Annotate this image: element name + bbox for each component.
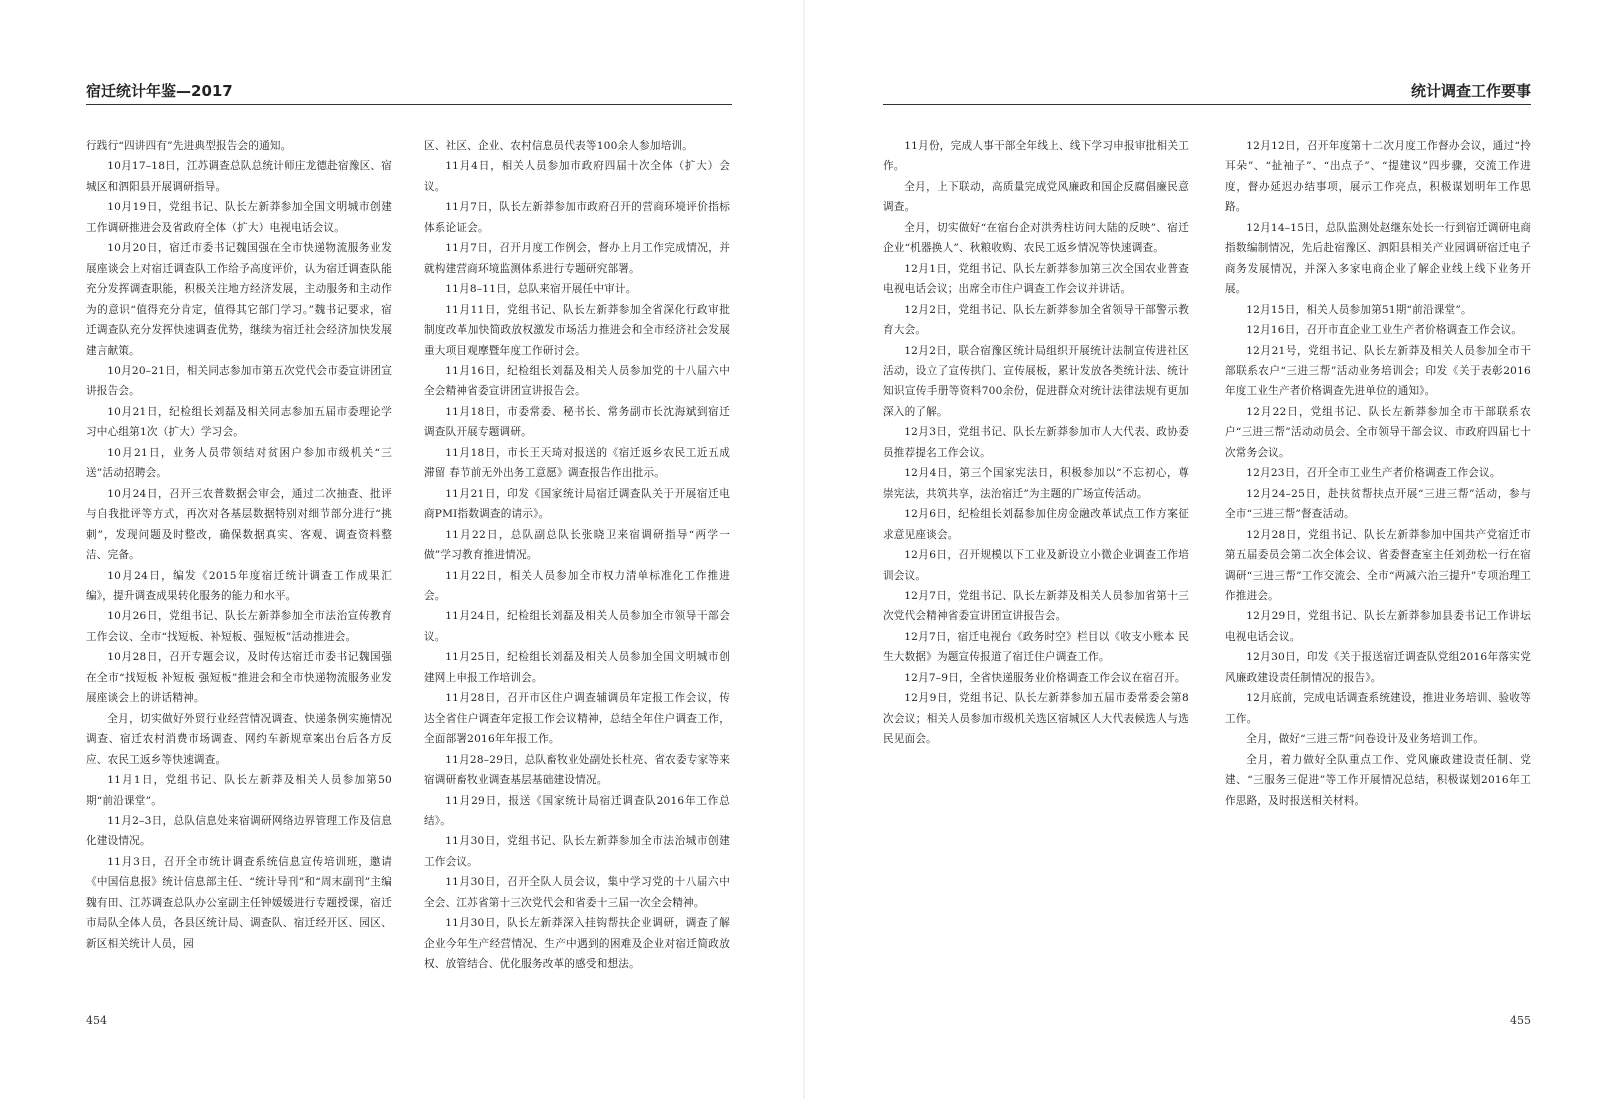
entry-paragraph: 全月，上下联动，高质量完成党风廉政和国企反腐倡廉民意调查。 <box>883 180 1189 214</box>
entry-paragraph: 11月3日，召开全市统计调查系统信息宣传培训班，邀请《中国信息报》统计信息部主任、“统计导刊”和“周末副刊”主编魏有田、江苏调查总队办公室副主任钟媛媛进行专题授课，宿迁市局队全体人员，各县区统计局、调查队、宿迁经开区、园区、新区相关统计人员，园 <box>86 855 392 950</box>
entry-paragraph: 10月24日，编发《2015年度宿迁统计调查工作成果汇编》，提升调查成果转化服务的能力和水平。 <box>86 569 392 602</box>
entry-paragraph: 11月4日，相关人员参加市政府四届十次全体（扩大）会议。 <box>424 160 730 193</box>
entry-paragraph: 12月2日，党组书记、队长左新莽参加全省领导干部警示教育大会。 <box>883 303 1189 337</box>
entry-paragraph: 10月19日，党组书记、队长左新莽参加全国文明城市创建工作调研推进会及省政府全体（扩大）电视电话会议。 <box>86 201 392 234</box>
left-page <box>0 0 804 1099</box>
entry-paragraph: 12月23日，召开全市工业生产者价格调查工作会议。 <box>1246 467 1501 480</box>
entry-paragraph: 11月22日，相关人员参加全市权力清单标准化工作推进会。 <box>424 569 730 602</box>
entry-paragraph: 11月11日，党组书记、队长左新莽参加全省深化行政审批制度改革加快简政放权激发市场活力推进会和全市经济社会发展重大项目观摩暨年度工作研讨会。 <box>424 303 730 357</box>
entry-paragraph: 12月4日，第三个国家宪法日，积极参加以“不忘初心，尊崇宪法，共筑共享，法治宿迁”为主题的广场宣传活动。 <box>883 467 1189 500</box>
entry-paragraph: 12月24–25日，赴扶贫帮扶点开展“三进三帮”活动，参与全市“三进三帮”督查活动。 <box>1225 487 1531 521</box>
left-header-title: 宿迁统计年鉴—2017 <box>86 82 233 100</box>
entry-paragraph: 11月16日，纪检组长刘磊及相关人员参加党的十八届六中全会精神省委宣讲团宣讲报告会。 <box>424 364 730 398</box>
entry-paragraph: 12月9日，党组书记、队长左新莽参加五届市委常委会第8次会议；相关人员参加市级机关选区宿城区人大代表候选人与选民见面会。 <box>883 692 1189 746</box>
entry-paragraph: 11月份，完成人事干部全年线上、线下学习申报审批相关工作。 <box>883 140 1189 173</box>
entry-paragraph: 11月22日，总队副总队长张晓卫来宿调研指导“两学一做”学习教育推进情况。 <box>424 528 730 562</box>
entry-paragraph: 10月17–18日，江苏调查总队总统计师庄龙德赴宿豫区、宿城区和泗阳县开展调研指导。 <box>86 160 392 193</box>
entry-paragraph: 10月21日，纪检组长刘磊及相关同志参加五届市委理论学习中心组第1次（扩大）学习会。 <box>86 405 392 439</box>
entry-paragraph: 12月22日，党组书记、队长左新莽参加全市干部联系农户“三进三帮”活动动员会、全市领导干部会议、市政府四届七十次常务会议。 <box>1225 405 1531 459</box>
right-column-2 <box>1225 136 1531 811</box>
entry-paragraph: 11月30日，召开全队人员会议，集中学习党的十八届六中全会、江苏省第十三次党代会和省委十三届一次全会精神。 <box>424 876 730 909</box>
entry-paragraph: 12月2日，联合宿豫区统计局组织开展统计法制宣传进社区活动，设立了宣传拱门、宣传展板，累计发放各类统计法、统计知识宣传手册等资料700余份，促进群众对统计法律法规有更加深入的了解。 <box>883 344 1189 418</box>
left-page-number: 454 <box>86 1014 107 1027</box>
entry-paragraph: 12月底前，完成电话调查系统建设，推进业务培训、验收等工作。 <box>1225 692 1531 725</box>
entry-paragraph: 11月28日，召开市区住户调查辅调员年定报工作会议，传达全省住户调查年定报工作会议精神，总结全年住户调查工作，全面部署2016年年报工作。 <box>424 692 730 746</box>
entry-paragraph: 11月1日，党组书记、队长左新莽及相关人员参加第50期“前沿课堂”。 <box>86 774 392 807</box>
entry-paragraph: 11月7日，召开月度工作例会，督办上月工作完成情况，并就构建营商环境监测体系进行专题研究部署。 <box>424 242 730 275</box>
right-page-header <box>883 82 1531 105</box>
entry-paragraph: 全月，着力做好全队重点工作、党风廉政建设责任制、党建、“三服务三促进”等工作开展情况总结，积极谋划2016年工作思路，及时报送相关材料。 <box>1225 753 1531 807</box>
entry-paragraph: 全月，切实做好外贸行业经营情况调查、快递条例实施情况调查、宿迁农村消费市场调查、网约车新规章案出台后各方反应、农民工返乡等快速调查。 <box>86 712 392 766</box>
entry-paragraph: 11月30日，党组书记、队长左新莽参加全市法治城市创建工作会议。 <box>424 835 730 868</box>
entry-paragraph: 12月21号，党组书记、队长左新莽及相关人员参加全市干部联系农户“三进三帮”活动业务培训会；印发《关于表彰2016年度工业生产者价格调查先进单位的通知》。 <box>1225 344 1531 398</box>
entry-paragraph: 11月30日，队长左新莽深入挂钩帮扶企业调研，调查了解企业今年生产经营情况、生产中遇到的困难及企业对宿迁简政放权、放管结合、优化服务改革的感受和想法。 <box>424 917 730 971</box>
entry-paragraph: 11月8–11日，总队来宿开展任中审计。 <box>445 283 637 296</box>
entry-paragraph: 10月24日，召开三农普数据会审会，通过二次抽查、批评与自我批评等方式，再次对各基层数据特别对细节部分进行“挑刺”，发现问题及时整改，确保数据真实、客观、调查资料整洁、完备。 <box>86 487 392 562</box>
entry-paragraph: 12月12日，召开年度第十二次月度工作督办会议，通过“拎耳朵”、“扯袖子”、“出点子”、“提建议”四步骤，交流工作进度，督办延迟办结事项，展示工作亮点，积极谋划明年工作思路。 <box>1225 140 1531 214</box>
entry-paragraph: 12月30日，印发《关于报送宿迁调查队党组2016年落实党风廉政建设责任制情况的报告》。 <box>1225 651 1531 684</box>
entry-paragraph: 10月21日，业务人员带领结对贫困户参加市级机关“三送”活动招聘会。 <box>86 446 392 480</box>
right-column-1 <box>883 136 1189 750</box>
entry-paragraph: 12月28日，党组书记、队长左新莽参加中国共产党宿迁市第五届委员会第二次全体会议、省委督查室主任刘劲松一行在宿调研“三进三帮”工作交流会、全市“两减六治三提升”专项治理工作推进会。 <box>1225 528 1531 602</box>
left-page-header <box>86 82 732 105</box>
entry-paragraph: 11月29日，报送《国家统计局宿迁调查队2016年工作总结》。 <box>424 794 730 827</box>
entry-paragraph: 12月7日，党组书记、队长左新莽及相关人员参加省第十三次党代会精神省委宣讲团宣讲报告会。 <box>883 589 1189 623</box>
left-column-2 <box>424 136 730 975</box>
entry-paragraph: 全月，切实做好“在宿台企对洪秀柱访问大陆的反映”、宿迁企业“机器换人”、秋粮收购、农民工返乡情况等快速调查。 <box>883 221 1189 255</box>
entry-paragraph: 区、社区、企业、农村信息员代表等100余人参加培训。 <box>424 140 694 152</box>
left-column-1 <box>86 136 392 954</box>
entry-paragraph: 12月7日，宿迁电视台《政务时空》栏目以《收支小账本 民生大数据》为题宣传报道了宿迁住户调查工作。 <box>883 630 1189 664</box>
entry-paragraph: 11月7日，队长左新莽参加市政府召开的营商环境评价指标体系论证会。 <box>424 201 730 234</box>
entry-paragraph: 11月18日，市长王天琦对报送的《宿迁返乡农民工近五成滞留 春节前无外出务工意愿》调查报告作出批示。 <box>424 446 730 480</box>
entry-paragraph: 11月18日，市委常委、秘书长、常务副市长沈海斌到宿迁调查队开展专题调研。 <box>424 405 730 439</box>
entry-paragraph: 11月24日，纪检组长刘磊及相关人员参加全市领导干部会议。 <box>424 610 730 643</box>
entry-paragraph: 10月26日，党组书记、队长左新莽参加全市法治宣传教育工作会议、全市“找短板、补短板、强短板”活动推进会。 <box>86 610 392 643</box>
entry-paragraph: 11月21日，印发《国家统计局宿迁调查队关于开展宿迁电商PMI指数调查的请示》。 <box>424 487 730 521</box>
entry-paragraph: 11月2–3日，总队信息处来宿调研网络边界管理工作及信息化建设情况。 <box>86 814 392 848</box>
entry-paragraph: 12月1日，党组书记、队长左新莽参加第三次全国农业普查电视电话会议；出席全市住户调查工作会议并讲话。 <box>883 262 1189 296</box>
entry-paragraph: 10月28日，召开专题会议，及时传达宿迁市委书记魏国强在全市“找短板 补短板 强短板”推进会和全市快递物流服务业发展座谈会上的讲话精神。 <box>86 651 392 705</box>
entry-paragraph: 12月14–15日，总队监测处赵继东处长一行到宿迁调研电商指数编制情况，先后赴宿豫区、泗阳县相关产业园调研宿迁电子商务发展情况，并深入多家电商企业了解企业线上线下业务开展。 <box>1225 221 1531 296</box>
entry-paragraph: 10月20日，宿迁市委书记魏国强在全市快递物流服务业发展座谈会上对宿迁调查队工作给予高度评价，认为宿迁调查队能充分发挥调查职能，积极关注地方经济发展，主动服务和主动作为的意识“值得充分肯定，值得其它部门学习。”魏书记要求，宿迁调查队充分发挥快速调查优势，继续为宿迁社会经济加快发展建言献策。 <box>86 242 392 357</box>
right-page <box>805 0 1609 1099</box>
entry-paragraph: 12月29日，党组书记、队长左新莽参加县委书记工作讲坛电视电话会议。 <box>1225 610 1531 643</box>
entry-paragraph: 12月3日，党组书记、队长左新莽参加市人大代表、政协委员推荐提名工作会议。 <box>883 426 1189 459</box>
entry-paragraph: 11月25日，纪检组长刘磊及相关人员参加全国文明城市创建网上申报工作培训会。 <box>424 651 730 684</box>
entry-paragraph: 行践行“四讲四有”先进典型报告会的通知。 <box>86 140 292 152</box>
entry-paragraph: 12月15日，相关人员参加第51期“前沿课堂”。 <box>1246 303 1472 316</box>
entry-paragraph: 12月6日，纪检组长刘磊参加住房金融改革试点工作方案征求意见座谈会。 <box>883 508 1189 541</box>
entry-paragraph: 11月28–29日，总队畜牧业处副处长杜亮、省农委专家等来宿调研畜牧业调查基层基础建设情况。 <box>424 753 730 787</box>
entry-paragraph: 10月20–21日，相关同志参加市第五次党代会市委宣讲团宣讲报告会。 <box>86 364 392 398</box>
entry-paragraph: 12月16日，召开市直企业工业生产者价格调查工作会议。 <box>1246 324 1523 337</box>
entry-paragraph: 全月，做好“三进三帮”问卷设计及业务培训工作。 <box>1246 733 1485 746</box>
right-header-title: 统计调查工作要事 <box>1410 82 1531 100</box>
entry-paragraph: 12月7–9日，全省快递服务业价格调查工作会议在宿召开。 <box>904 671 1186 684</box>
right-page-number: 455 <box>1510 1014 1531 1027</box>
entry-paragraph: 12月6日，召开规模以下工业及新设立小微企业调查工作培训会议。 <box>883 549 1189 582</box>
